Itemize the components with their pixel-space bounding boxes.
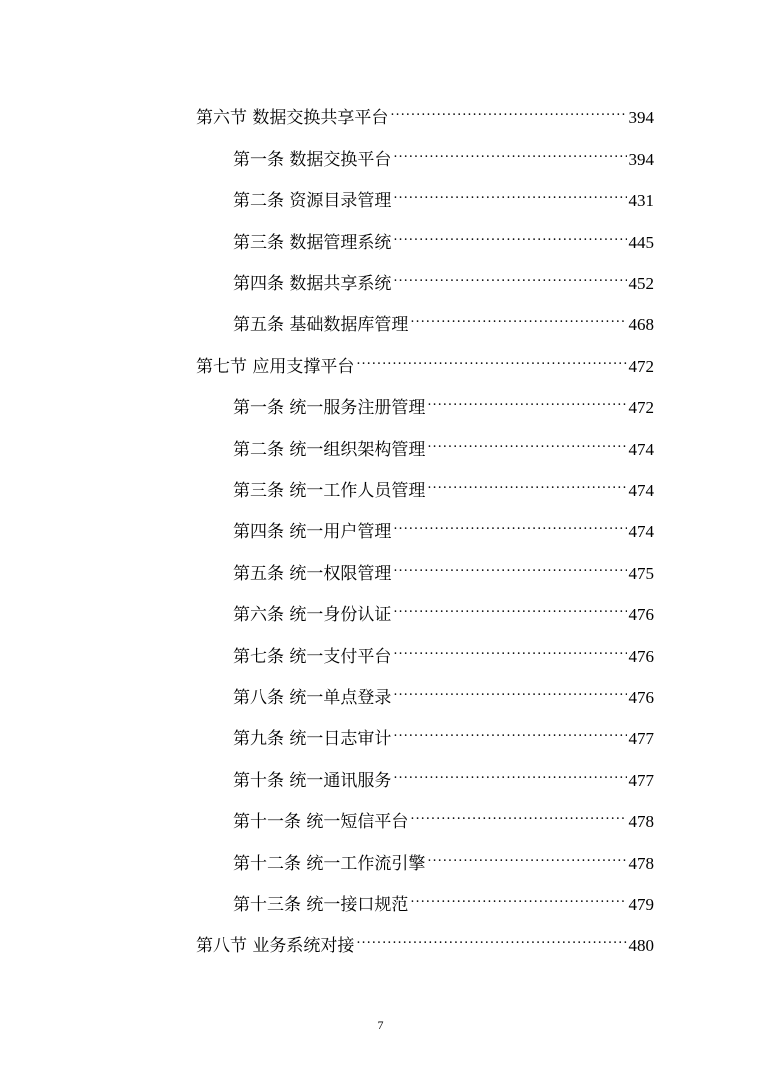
- dot-leader: [427, 387, 626, 413]
- toc-entry-label: 第三条 数据管理系统: [233, 233, 392, 253]
- toc-entry-label: 第八节 业务系统对接: [196, 936, 355, 956]
- toc-entry-label: 第七条 统一支付平台: [233, 647, 392, 667]
- dot-leader: [393, 553, 626, 579]
- toc-entry-page: 394: [628, 150, 654, 169]
- dot-leader: [393, 511, 626, 537]
- toc-entry-page: 477: [628, 771, 654, 790]
- dot-leader: [393, 222, 626, 248]
- toc-entry-page: 480: [628, 936, 654, 955]
- toc-entry-label: 第一条 数据交换平台: [233, 150, 392, 170]
- toc-entry-page: 472: [628, 357, 654, 376]
- toc-entry-page: 394: [628, 108, 654, 127]
- dot-leader: [393, 263, 626, 289]
- toc-entry: [233, 387, 654, 418]
- toc-entry-page: 478: [628, 854, 654, 873]
- toc-entry-label: 第十二条 统一工作流引擎: [233, 854, 426, 874]
- toc-entry-label: 第六节 数据交换共享平台: [196, 108, 389, 128]
- toc-entry-label: 第十三条 统一接口规范: [233, 895, 409, 915]
- dot-leader: [427, 429, 626, 455]
- toc-entry-label: 第二条 资源目录管理: [233, 191, 392, 211]
- toc-entry: [196, 97, 654, 128]
- dot-leader: [393, 594, 626, 620]
- toc-entry: [233, 511, 654, 542]
- toc-entry: [233, 594, 654, 625]
- toc-entry-page: 478: [628, 812, 654, 831]
- toc-entry: [233, 718, 654, 749]
- dot-leader: [410, 884, 626, 910]
- toc-entry: [233, 304, 654, 335]
- toc-entry-page: 475: [628, 564, 654, 583]
- dot-leader: [393, 677, 626, 703]
- toc-entry: [233, 180, 654, 211]
- toc-entry-label: 第八条 统一单点登录: [233, 688, 392, 708]
- toc-entry-page: 476: [628, 688, 654, 707]
- dot-leader: [393, 760, 626, 786]
- toc-entry-label: 第六条 统一身份认证: [233, 605, 392, 625]
- toc-entry-label: 第一条 统一服务注册管理: [233, 398, 426, 418]
- toc-entry-page: 479: [628, 895, 654, 914]
- dot-leader: [427, 843, 626, 869]
- toc-entry: [196, 346, 654, 377]
- toc-entry-label: 第十条 统一通讯服务: [233, 771, 392, 791]
- toc-entry-label: 第五条 统一权限管理: [233, 564, 392, 584]
- toc-entry-page: 474: [628, 522, 654, 541]
- toc-entry-page: 476: [628, 647, 654, 666]
- toc-entry: [233, 843, 654, 874]
- toc-entry: [196, 925, 654, 956]
- toc-entry-page: 474: [628, 481, 654, 500]
- dot-leader: [393, 180, 626, 206]
- toc-entry-label: 第四条 统一用户管理: [233, 522, 392, 542]
- toc-entry: [233, 884, 654, 915]
- toc-entry-page: 472: [628, 398, 654, 417]
- toc-entry: [233, 553, 654, 584]
- dot-leader: [356, 925, 626, 951]
- dot-leader: [390, 97, 626, 123]
- toc-entry-page: 431: [628, 191, 654, 210]
- dot-leader: [356, 346, 626, 372]
- toc-entry: [233, 801, 654, 832]
- toc-entry: [233, 677, 654, 708]
- toc-entry-label: 第三条 统一工作人员管理: [233, 481, 426, 501]
- toc-entry-label: 第四条 数据共享系统: [233, 274, 392, 294]
- toc-entry: [233, 760, 654, 791]
- toc-entry-page: 445: [628, 233, 654, 252]
- toc-entry: [233, 636, 654, 667]
- toc-entry-page: 468: [628, 315, 654, 334]
- toc-entry-label: 第十一条 统一短信平台: [233, 812, 409, 832]
- toc-entry: [233, 470, 654, 501]
- toc-entry-label: 第九条 统一日志审计: [233, 729, 392, 749]
- dot-leader: [393, 139, 626, 165]
- toc-entry: [233, 139, 654, 170]
- toc-entry: [233, 263, 654, 294]
- dot-leader: [410, 304, 626, 330]
- dot-leader: [427, 470, 626, 496]
- toc-entry-label: 第七节 应用支撑平台: [196, 357, 355, 377]
- toc-entry-page: 452: [628, 274, 654, 293]
- toc-entry-label: 第五条 基础数据库管理: [233, 315, 409, 335]
- toc-entry-label: 第二条 统一组织架构管理: [233, 440, 426, 460]
- toc-entry: [233, 429, 654, 460]
- toc-entry-page: 476: [628, 605, 654, 624]
- dot-leader: [393, 718, 626, 744]
- toc-entry-page: 477: [628, 729, 654, 748]
- page-number: 7: [377, 1018, 384, 1032]
- dot-leader: [410, 801, 626, 827]
- dot-leader: [393, 636, 626, 662]
- toc-entry-page: 474: [628, 440, 654, 459]
- toc-entry: [233, 222, 654, 253]
